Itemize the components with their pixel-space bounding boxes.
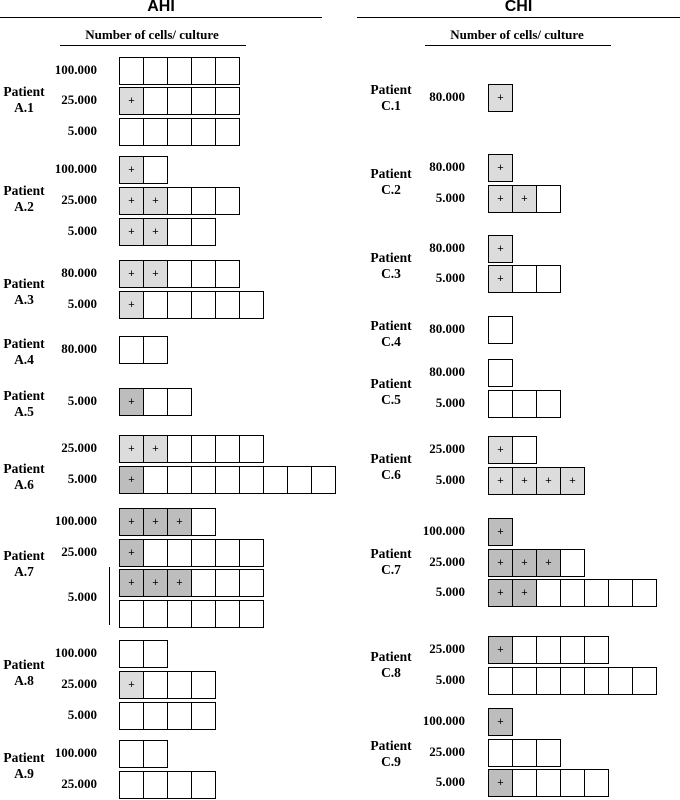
- negative-well: [192, 466, 216, 494]
- negative-well: [192, 671, 216, 699]
- negative-well: [144, 771, 168, 799]
- culture-wells: [488, 316, 513, 344]
- positive-well: +: [119, 539, 144, 567]
- patient-id: A.7: [14, 564, 34, 579]
- patient-word: Patient: [370, 82, 412, 97]
- negative-well: [144, 388, 168, 416]
- negative-well: [513, 436, 537, 464]
- negative-well: [633, 579, 657, 607]
- negative-well: [144, 336, 168, 364]
- negative-well: [119, 640, 144, 668]
- patient-id: C.7: [381, 562, 401, 577]
- positive-well: +: [168, 569, 192, 597]
- positive-well: +: [488, 467, 513, 495]
- ahi-title: AHI: [147, 0, 175, 15]
- negative-well: [119, 740, 144, 768]
- negative-well: [216, 466, 240, 494]
- culture-wells: [119, 260, 240, 288]
- patient-word: Patient: [370, 451, 412, 466]
- patient-word: Patient: [370, 166, 412, 181]
- negative-well: [537, 636, 561, 664]
- patient-id: A.5: [14, 404, 34, 419]
- negative-well: [216, 291, 240, 319]
- negative-well: [288, 466, 312, 494]
- negative-well: [192, 57, 216, 85]
- negative-well: [168, 260, 192, 288]
- ahi-column-header: Number of cells/ culture: [85, 27, 219, 42]
- cell-count-label: 100.000: [54, 745, 97, 760]
- patient-id: A.3: [14, 292, 34, 307]
- negative-well: [609, 579, 633, 607]
- negative-well: [144, 118, 168, 146]
- cell-count-label: 80.000: [61, 341, 97, 356]
- negative-well: [216, 118, 240, 146]
- negative-well: [216, 87, 240, 115]
- culture-wells: [119, 87, 240, 115]
- negative-well: [537, 185, 561, 213]
- negative-well: [119, 57, 144, 85]
- negative-well: [119, 702, 144, 730]
- patient-word: Patient: [3, 657, 45, 672]
- positive-well: +: [488, 769, 513, 797]
- ahi-column-header-rule: [60, 45, 246, 46]
- positive-well: +: [488, 235, 513, 263]
- negative-well: [168, 57, 192, 85]
- cell-count-label: 5.000: [67, 223, 97, 238]
- negative-well: [513, 739, 537, 767]
- patient-id: C.2: [381, 182, 401, 197]
- negative-well: [144, 740, 168, 768]
- patient-id: A.4: [14, 352, 34, 367]
- culture-wells: [119, 156, 168, 184]
- negative-well: [488, 667, 513, 695]
- positive-well: +: [144, 187, 168, 215]
- cell-count-label: 25.000: [429, 744, 465, 759]
- negative-well: [119, 600, 144, 628]
- culture-wells: [488, 154, 513, 182]
- culture-wells: [119, 740, 168, 768]
- negative-well: [192, 539, 216, 567]
- patient-word: Patient: [370, 738, 412, 753]
- culture-wells: [488, 708, 513, 736]
- positive-well: +: [119, 156, 144, 184]
- patient-id: C.8: [381, 665, 401, 680]
- cell-count-label: 80.000: [429, 364, 465, 379]
- negative-well: [537, 390, 561, 418]
- negative-well: [119, 336, 144, 364]
- positive-well: +: [119, 388, 144, 416]
- negative-well: [119, 771, 144, 799]
- positive-well: +: [488, 154, 513, 182]
- patient-id: A.6: [14, 477, 34, 492]
- negative-well: [192, 187, 216, 215]
- cell-count-label: 80.000: [429, 89, 465, 104]
- culture-wells: [119, 118, 240, 146]
- cell-count-label: 25.000: [61, 776, 97, 791]
- cell-count-label: 5.000: [435, 672, 465, 687]
- culture-wells: [488, 467, 585, 495]
- negative-well: [192, 291, 216, 319]
- negative-well: [609, 667, 633, 695]
- negative-well: [192, 118, 216, 146]
- negative-well: [168, 702, 192, 730]
- patient-word: Patient: [370, 649, 412, 664]
- chi-title: CHI: [504, 0, 533, 15]
- negative-well: [561, 636, 585, 664]
- culture-wells: [119, 187, 240, 215]
- cell-count-label: 25.000: [429, 641, 465, 656]
- positive-well: +: [119, 291, 144, 319]
- cell-count-label: 5.000: [67, 393, 97, 408]
- culture-wells: [488, 390, 561, 418]
- positive-well: +: [144, 435, 168, 463]
- negative-well: [144, 600, 168, 628]
- negative-well: [240, 435, 264, 463]
- patient-word: Patient: [370, 250, 412, 265]
- culture-wells: [488, 739, 561, 767]
- negative-well: [168, 435, 192, 463]
- positive-well: +: [168, 508, 192, 536]
- patient-id: C.1: [381, 98, 401, 113]
- positive-well: +: [513, 185, 537, 213]
- cell-count-label: 5.000: [435, 190, 465, 205]
- negative-well: [144, 466, 168, 494]
- culture-wells: [488, 769, 609, 797]
- negative-well: [537, 769, 561, 797]
- culture-wells: [488, 235, 513, 263]
- negative-well: [561, 549, 585, 577]
- cell-count-label: 5.000: [67, 296, 97, 311]
- negative-well: [192, 87, 216, 115]
- positive-well: +: [144, 260, 168, 288]
- positive-well: +: [513, 579, 537, 607]
- negative-well: [240, 291, 264, 319]
- patient-word: Patient: [3, 183, 45, 198]
- negative-well: [168, 118, 192, 146]
- patient-word: Patient: [3, 276, 45, 291]
- culture-wells: [119, 57, 240, 85]
- negative-well: [216, 600, 240, 628]
- negative-well: [537, 265, 561, 293]
- cell-count-label: 25.000: [429, 441, 465, 456]
- negative-well: [633, 667, 657, 695]
- cell-count-label: 5.000: [435, 270, 465, 285]
- cell-count-label: 5.000: [435, 472, 465, 487]
- cell-count-label: 100.000: [54, 161, 97, 176]
- culture-wells: [119, 702, 216, 730]
- positive-well: +: [513, 467, 537, 495]
- negative-well: [144, 702, 168, 730]
- positive-well: +: [144, 508, 168, 536]
- positive-well: +: [119, 466, 144, 494]
- culture-wells: [488, 84, 513, 112]
- cell-count-label: 5.000: [67, 471, 97, 486]
- negative-well: [192, 771, 216, 799]
- patient-word: Patient: [3, 548, 45, 563]
- patient-id: C.6: [381, 467, 401, 482]
- cell-count-label: 80.000: [429, 159, 465, 174]
- patient-id: A.1: [14, 100, 34, 115]
- negative-well: [192, 218, 216, 246]
- cell-count-label: 80.000: [61, 265, 97, 280]
- cell-count-label: 5.000: [435, 774, 465, 789]
- positive-well: +: [537, 549, 561, 577]
- negative-well: [585, 769, 609, 797]
- culture-wells: [119, 435, 264, 463]
- negative-well: [168, 218, 192, 246]
- ahi-title-rule: [0, 17, 322, 18]
- positive-well: +: [119, 87, 144, 115]
- culture-wells: [119, 508, 216, 536]
- cell-count-label: 25.000: [429, 554, 465, 569]
- patient-id: A.8: [14, 673, 34, 688]
- negative-well: [513, 769, 537, 797]
- positive-well: +: [488, 265, 513, 293]
- patient-word: Patient: [370, 318, 412, 333]
- negative-well: [192, 435, 216, 463]
- cell-count-label: 100.000: [422, 713, 465, 728]
- negative-well: [585, 579, 609, 607]
- negative-well: [561, 769, 585, 797]
- negative-well: [585, 636, 609, 664]
- negative-well: [144, 291, 168, 319]
- culture-wells: [119, 771, 216, 799]
- culture-wells: [119, 336, 168, 364]
- positive-well: +: [119, 508, 144, 536]
- positive-well: +: [488, 436, 513, 464]
- negative-well: [537, 579, 561, 607]
- culture-wells: [119, 466, 336, 494]
- negative-well: [216, 435, 240, 463]
- negative-well: [144, 87, 168, 115]
- positive-well: +: [119, 218, 144, 246]
- negative-well: [119, 118, 144, 146]
- culture-wells: [119, 388, 192, 416]
- negative-well: [513, 667, 537, 695]
- negative-well: [168, 539, 192, 567]
- cell-count-label: 5.000: [67, 123, 97, 138]
- positive-well: +: [488, 518, 513, 546]
- negative-well: [537, 739, 561, 767]
- a7-5000-bracket: [109, 567, 110, 625]
- positive-well: +: [488, 84, 513, 112]
- negative-well: [264, 466, 288, 494]
- positive-well: +: [488, 636, 513, 664]
- cell-count-label: 25.000: [61, 676, 97, 691]
- negative-well: [144, 539, 168, 567]
- culture-wells: [488, 436, 537, 464]
- culture-wells: [488, 636, 609, 664]
- cell-count-label: 100.000: [54, 645, 97, 660]
- negative-well: [585, 667, 609, 695]
- culture-wells: [488, 667, 657, 695]
- culture-wells: [488, 185, 561, 213]
- cell-count-label: 25.000: [61, 192, 97, 207]
- patient-id: C.4: [381, 334, 401, 349]
- chi-column-header-rule: [425, 45, 611, 46]
- cell-count-label: 5.000: [67, 589, 97, 604]
- negative-well: [240, 539, 264, 567]
- cell-count-label: 5.000: [435, 584, 465, 599]
- negative-well: [168, 291, 192, 319]
- negative-well: [513, 265, 537, 293]
- culture-wells: [119, 569, 264, 597]
- culture-wells: [119, 671, 216, 699]
- culture-wells: [488, 579, 657, 607]
- negative-well: [216, 187, 240, 215]
- negative-well: [144, 57, 168, 85]
- positive-well: +: [488, 185, 513, 213]
- negative-well: [561, 579, 585, 607]
- cell-count-label: 80.000: [429, 240, 465, 255]
- cell-count-label: 100.000: [422, 523, 465, 538]
- culture-wells: [488, 265, 561, 293]
- patient-word: Patient: [3, 388, 45, 403]
- negative-well: [240, 600, 264, 628]
- cell-count-label: 5.000: [435, 395, 465, 410]
- culture-wells: [488, 359, 513, 387]
- culture-wells: [488, 518, 513, 546]
- cell-count-label: 100.000: [54, 62, 97, 77]
- negative-well: [488, 316, 513, 344]
- culture-wells: [488, 549, 585, 577]
- negative-well: [168, 671, 192, 699]
- negative-well: [513, 636, 537, 664]
- negative-well: [192, 508, 216, 536]
- positive-well: +: [119, 671, 144, 699]
- patient-id: A.9: [14, 766, 34, 781]
- positive-well: +: [513, 549, 537, 577]
- cell-count-label: 80.000: [429, 321, 465, 336]
- negative-well: [192, 569, 216, 597]
- positive-well: +: [488, 579, 513, 607]
- cell-count-label: 25.000: [61, 544, 97, 559]
- negative-well: [488, 390, 513, 418]
- culture-wells: [119, 600, 264, 628]
- negative-well: [168, 771, 192, 799]
- positive-well: +: [119, 260, 144, 288]
- patient-id: A.2: [14, 199, 34, 214]
- negative-well: [144, 671, 168, 699]
- negative-well: [240, 569, 264, 597]
- negative-well: [240, 466, 264, 494]
- positive-well: +: [119, 187, 144, 215]
- cell-count-label: 5.000: [67, 707, 97, 722]
- negative-well: [561, 667, 585, 695]
- chi-title-rule: [357, 17, 680, 18]
- negative-well: [216, 569, 240, 597]
- culture-wells: [119, 640, 168, 668]
- negative-well: [192, 260, 216, 288]
- positive-well: +: [561, 467, 585, 495]
- negative-well: [168, 466, 192, 494]
- patient-word: Patient: [3, 461, 45, 476]
- negative-well: [537, 667, 561, 695]
- negative-well: [168, 87, 192, 115]
- positive-well: +: [537, 467, 561, 495]
- patient-id: C.9: [381, 754, 401, 769]
- culture-wells: [119, 218, 216, 246]
- chi-column-header: Number of cells/ culture: [450, 27, 584, 42]
- negative-well: [312, 466, 336, 494]
- negative-well: [168, 388, 192, 416]
- negative-well: [488, 739, 513, 767]
- positive-well: +: [488, 549, 513, 577]
- negative-well: [216, 539, 240, 567]
- cell-count-label: 25.000: [61, 440, 97, 455]
- culture-wells: [119, 539, 264, 567]
- negative-well: [192, 600, 216, 628]
- culture-wells: [119, 291, 264, 319]
- patient-word: Patient: [370, 546, 412, 561]
- negative-well: [168, 187, 192, 215]
- negative-well: [168, 600, 192, 628]
- patient-word: Patient: [3, 750, 45, 765]
- negative-well: [192, 702, 216, 730]
- positive-well: +: [144, 218, 168, 246]
- patient-word: Patient: [3, 336, 45, 351]
- negative-well: [216, 260, 240, 288]
- patient-id: C.3: [381, 266, 401, 281]
- negative-well: [513, 390, 537, 418]
- negative-well: [488, 359, 513, 387]
- patient-word: Patient: [3, 84, 45, 99]
- negative-well: [144, 640, 168, 668]
- negative-well: [144, 156, 168, 184]
- positive-well: +: [144, 569, 168, 597]
- positive-well: +: [119, 435, 144, 463]
- positive-well: +: [119, 569, 144, 597]
- cell-count-label: 25.000: [61, 92, 97, 107]
- negative-well: [216, 57, 240, 85]
- cell-count-label: 100.000: [54, 513, 97, 528]
- patient-word: Patient: [370, 376, 412, 391]
- positive-well: +: [488, 708, 513, 736]
- patient-id: C.5: [381, 392, 401, 407]
